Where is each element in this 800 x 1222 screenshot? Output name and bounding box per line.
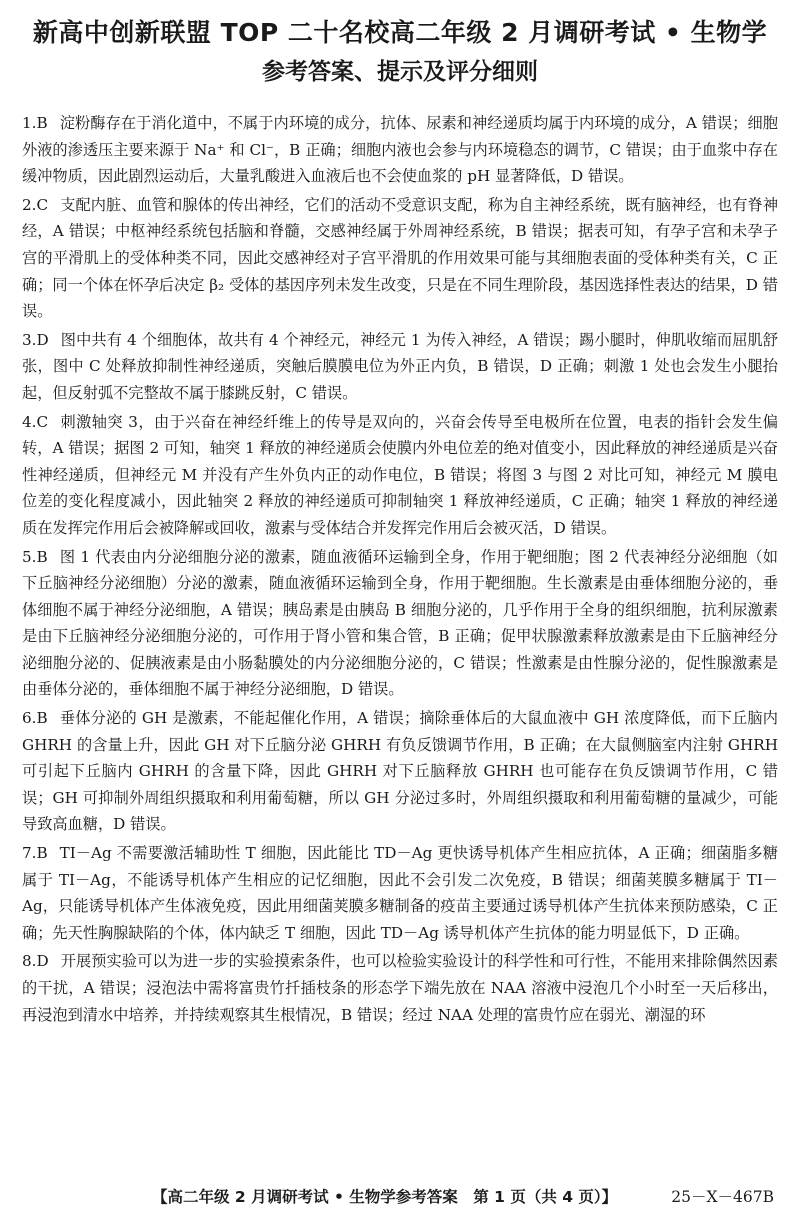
answer-number: 7. — [22, 844, 37, 863]
document-title: 新高中创新联盟 TOP 二十名校高二年级 2 月调研考试 • 生物学 — [32, 18, 768, 47]
answer-list — [22, 110, 778, 1028]
answer-choice: D — [36, 330, 49, 349]
answer-choice: D — [36, 952, 49, 971]
answer-explanation: 刺激轴突 3，由于兴奋在神经纤维上的传导是双向的，兴奋会传导至电极所在位置，电表的指针会发生偏转，A 错误；据图 2 可知，轴突 1 释放的神经递质会使膜内外电位差的绝对值变小，因此释放的神经递质是兴奋性神经递质，但神经元 M 并没有产生外负内正的动作电位，B 错误；将图 3 与图 2 对比可知，神经元 M 膜电位差的变化程度减小，因此轴突 2 释放的神经递质可抑制轴突 1 释放神经递质，C 正确；轴突 1 释放的神经递质在发挥完作用后会被降解或回收，激素与受体结合并发挥完作用后会被灭活，D 错误。 — [22, 412, 778, 537]
answer-number: 3. — [22, 330, 37, 349]
answer-number: 4. — [22, 412, 37, 431]
answer-item-8 — [22, 948, 778, 1028]
answer-choice: B — [36, 844, 48, 863]
answer-number: 1. — [22, 114, 37, 132]
answer-choice: C — [36, 412, 49, 431]
answer-explanation: 淀粉酶存在于消化道中，不属于内环境的成分，抗体、尿素和神经递质均属于内环境的成分，A 错误；细胞外液的渗透压主要来源于 Na⁺ 和 Cl⁻，B 正确；细胞内液也会参与内环境稳态的调节，C 错误；由于血浆中存在缓冲物质，因此剧烈运动后，大量乳酸进入血液后也不会使血浆的 pH 显著降低，D 错误。 — [22, 114, 778, 186]
answer-item-6 — [22, 705, 778, 838]
answer-item-5 — [22, 544, 778, 704]
answer-item-2 — [22, 192, 778, 325]
answer-number: 6. — [22, 709, 37, 728]
answer-choice: B — [36, 709, 48, 728]
answer-number: 5. — [22, 547, 37, 566]
answer-item-3 — [22, 327, 778, 407]
answer-explanation: 图 1 代表由内分泌细胞分泌的激素，随血液循环运输到全身，作用于靶细胞；图 2 代表神经分泌细胞（如下丘脑神经分泌细胞）分泌的激素，随血液循环运输到全身，作用于靶细胞。生长激素是由垂体细胞分泌的，垂体细胞不属于神经分泌细胞，A 错误；胰岛素是由胰岛 B 细胞分泌的，几乎作用于全身的组织细胞，抗利尿激素是由下丘脑神经分泌细胞分泌的，可作用于肾小管和集合管，B 正确；促甲状腺激素释放激素是由下丘脑神经分泌细胞分泌的、促胰液素是由小肠黏膜处的内分泌细胞分泌的，C 错误；性激素是由性腺分泌的，促性腺激素是由垂体分泌的，垂体细胞不属于神经分泌细胞，D 错误。 — [22, 547, 778, 699]
answer-choice: B — [36, 114, 48, 132]
answer-item-4 — [22, 409, 778, 542]
answer-explanation: 支配内脏、血管和腺体的传出神经，它们的活动不受意识支配，称为自主神经系统，既有脑神经，也有脊神经，A 错误；中枢神经系统包括脑和脊髓，交感神经属于外周神经系统，B 错误；据表可知，有孕子宫和未孕子宫的平滑肌上的受体种类不同，因此交感神经对子宫平滑肌的作用效果可能与其细胞表面的受体种类有关，C 正确；同一个体在怀孕后决定 β₂ 受体的基因序列未发生改变，只是在不同生理阶段，基因选择性表达的结果，D 错误。 — [22, 195, 778, 321]
answer-item-1 — [22, 110, 778, 190]
answer-explanation: 垂体分泌的 GH 是激素，不能起催化作用，A 错误；摘除垂体后的大鼠血液中 GH 浓度降低，而下丘脑内 GHRH 的含量上升，因此 GH 对下丘脑分泌 GHRH 有负反馈调节作用，B 正确；在大鼠侧脑室内注射 GHRH 可引起下丘脑内 GHRH 的含量下降，因此 GHRH 对下丘脑释放 GHRH 也可能存在负反馈调节作用，C 错误；GH 可抑制外周组织摄取和利用葡萄糖，所以 GH 分泌过多时，外周组织摄取和利用葡萄糖的量减少，可能导致高血糖，D 错误。 — [22, 709, 778, 834]
answer-choice: B — [36, 547, 48, 566]
answer-explanation: 图中共有 4 个细胞体，故共有 4 个神经元，神经元 1 为传入神经，A 错误；踢小腿时，伸肌收缩而屈肌舒张，图中 C 处释放抑制性神经递质，突触后膜膜电位为外正内负，B 错误，D 正确；刺激 1 处也会发生小腿抬起，但反射弧不完整故不属于膝跳反射，C 错误。 — [22, 330, 778, 402]
answer-choice: C — [36, 195, 49, 214]
footer-page-info: 【高二年级 2 月调研考试 • 生物学参考答案 第 1 页（共 4 页）】 — [152, 1188, 618, 1206]
document-subtitle: 参考答案、提示及评分细则 — [262, 59, 538, 85]
answer-number: 2. — [22, 195, 37, 214]
footer-doc-code: 25－X－467B — [671, 1188, 774, 1206]
answer-number: 8. — [22, 952, 37, 971]
answer-explanation: TI－Ag 不需要激活辅助性 T 细胞，因此能比 TD－Ag 更快诱导机体产生相应抗体，A 正确；细菌脂多糖属于 TI－Ag，不能诱导机体产生相应的记忆细胞，因此不会引发二次免疫，B 错误；细菌荚膜多糖属于 TI－Ag，只能诱导机体产生体液免疫，因此用细菌荚膜多糖制备的疫苗主要通过诱导机体产生抗体来预防感染，C 正确；先天性胸腺缺陷的个体，体内缺乏 T 细胞，因此 TD－Ag 诱导机体产生抗体的能力明显低下，D 正确。 — [22, 844, 778, 942]
answer-item-7 — [22, 840, 778, 946]
page-footer — [22, 1184, 778, 1210]
answer-explanation: 开展预实验可以为进一步的实验摸索条件，也可以检验实验设计的科学性和可行性，不能用来排除偶然因素的干扰，A 错误；浸泡法中需将富贵竹扦插枝条的形态学下端先放在 NAA 溶液中浸泡几个小时至一天后移出，再浸泡到清水中培养，并持续观察其生根情况，B 错误；经过 NAA 处理的富贵竹应在弱光、潮湿的环 — [22, 952, 778, 1024]
